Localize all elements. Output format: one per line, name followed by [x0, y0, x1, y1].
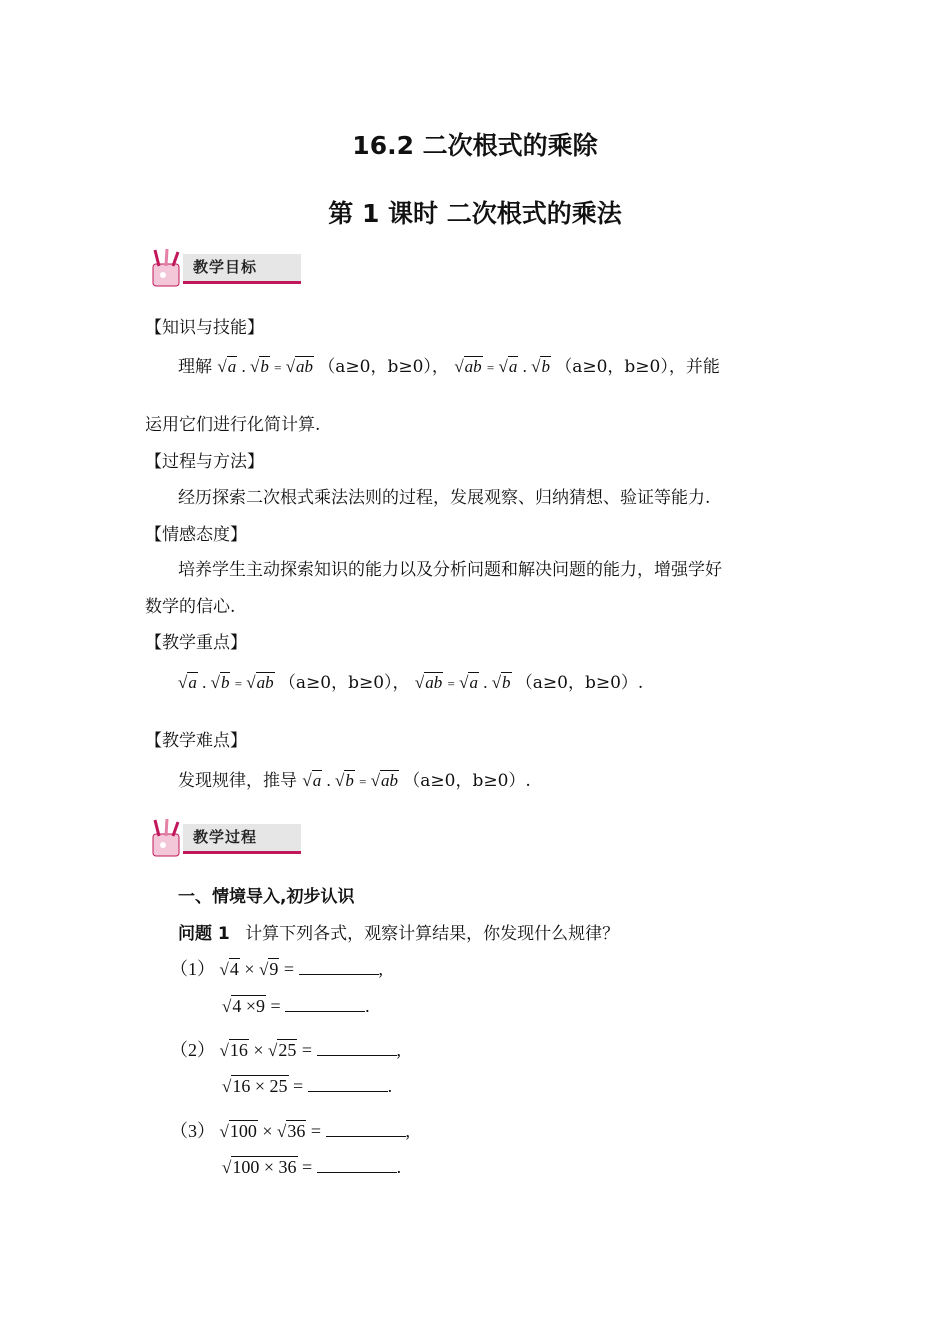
difficulty-line — [178, 766, 531, 791]
exercise-1a: （1） √4 × √9 = , — [170, 959, 383, 979]
section-label-difficulty: 【教学难点】 — [145, 731, 247, 751]
answer-blank[interactable] — [299, 960, 379, 975]
banner-goals-label: 教学目标 — [183, 254, 301, 284]
section-label-knowledge: 【知识与技能】 — [145, 318, 264, 338]
difficulty-cond: （a≥0，b≥0）. — [403, 771, 531, 791]
knowledge-lead: 理解 — [178, 357, 212, 377]
part1-heading: 一、情境导入,初步认识 — [178, 887, 355, 907]
exercise-2b: √16 × 25 = . — [222, 1076, 393, 1096]
answer-blank[interactable] — [308, 1077, 388, 1092]
banner-process — [145, 818, 295, 858]
lesson-subtitle: 第 1 课时 二次根式的乘法 — [328, 199, 622, 228]
section-label-process: 【过程与方法】 — [145, 452, 264, 472]
banner-goals — [145, 248, 295, 288]
exercise-3a: （3） √100 × √36 = , — [170, 1121, 410, 1141]
key-cond2: （a≥0，b≥0）. — [515, 673, 644, 693]
key-cond1: （a≥0，b≥0）， — [278, 673, 410, 693]
process-text: 经历探索二次根式乘法法则的过程，发展观察、归纳猜想、验证等能力. — [178, 488, 711, 508]
answer-blank[interactable] — [317, 1158, 397, 1173]
exercise-2a: （2） √16 × √25 = , — [170, 1040, 401, 1060]
question-1-text: 计算下列各式，观察计算结果，你发现什么规律？ — [245, 924, 620, 944]
question-1 — [178, 919, 619, 944]
knowledge-tail: 运用它们进行化简计算. — [145, 415, 321, 435]
section-label-emotion: 【情感态度】 — [145, 525, 247, 545]
answer-blank[interactable] — [317, 1041, 397, 1056]
banner-process-label: 教学过程 — [183, 824, 301, 854]
formula-sqrt-a-times-sqrt-b: √a . √b = √ab — [217, 357, 314, 376]
knowledge-cond2: （a≥0，b≥0），并能 — [555, 357, 720, 377]
section-label-key: 【教学重点】 — [145, 633, 247, 653]
answer-blank[interactable] — [285, 997, 365, 1012]
knowledge-cond1: （a≥0，b≥0）， — [318, 357, 449, 377]
difficulty-lead: 发现规律，推导 — [178, 771, 297, 791]
knowledge-formula-line — [178, 352, 720, 377]
answer-blank[interactable] — [326, 1122, 406, 1137]
exercise-3b: √100 × 36 = . — [222, 1157, 402, 1177]
emotion-line1: 培养学生主动探索知识的能力以及分析问题和解决问题的能力，增强学好 — [178, 560, 722, 580]
difficulty-formula: √a . √b = √ab — [302, 771, 399, 790]
question-1-label: 问题 1 — [178, 924, 230, 944]
formula-sqrt-ab: √ab = √a . √b — [454, 357, 550, 376]
key-formula-line — [178, 668, 643, 693]
key-formula-1: √a . √b = √ab — [178, 673, 274, 692]
emotion-line2: 数学的信心. — [145, 597, 236, 617]
page-title: 16.2 二次根式的乘除 — [352, 131, 598, 160]
exercise-1b: √4 ×9 = . — [222, 996, 370, 1016]
key-formula-2: √ab = √a . √b — [414, 673, 511, 692]
